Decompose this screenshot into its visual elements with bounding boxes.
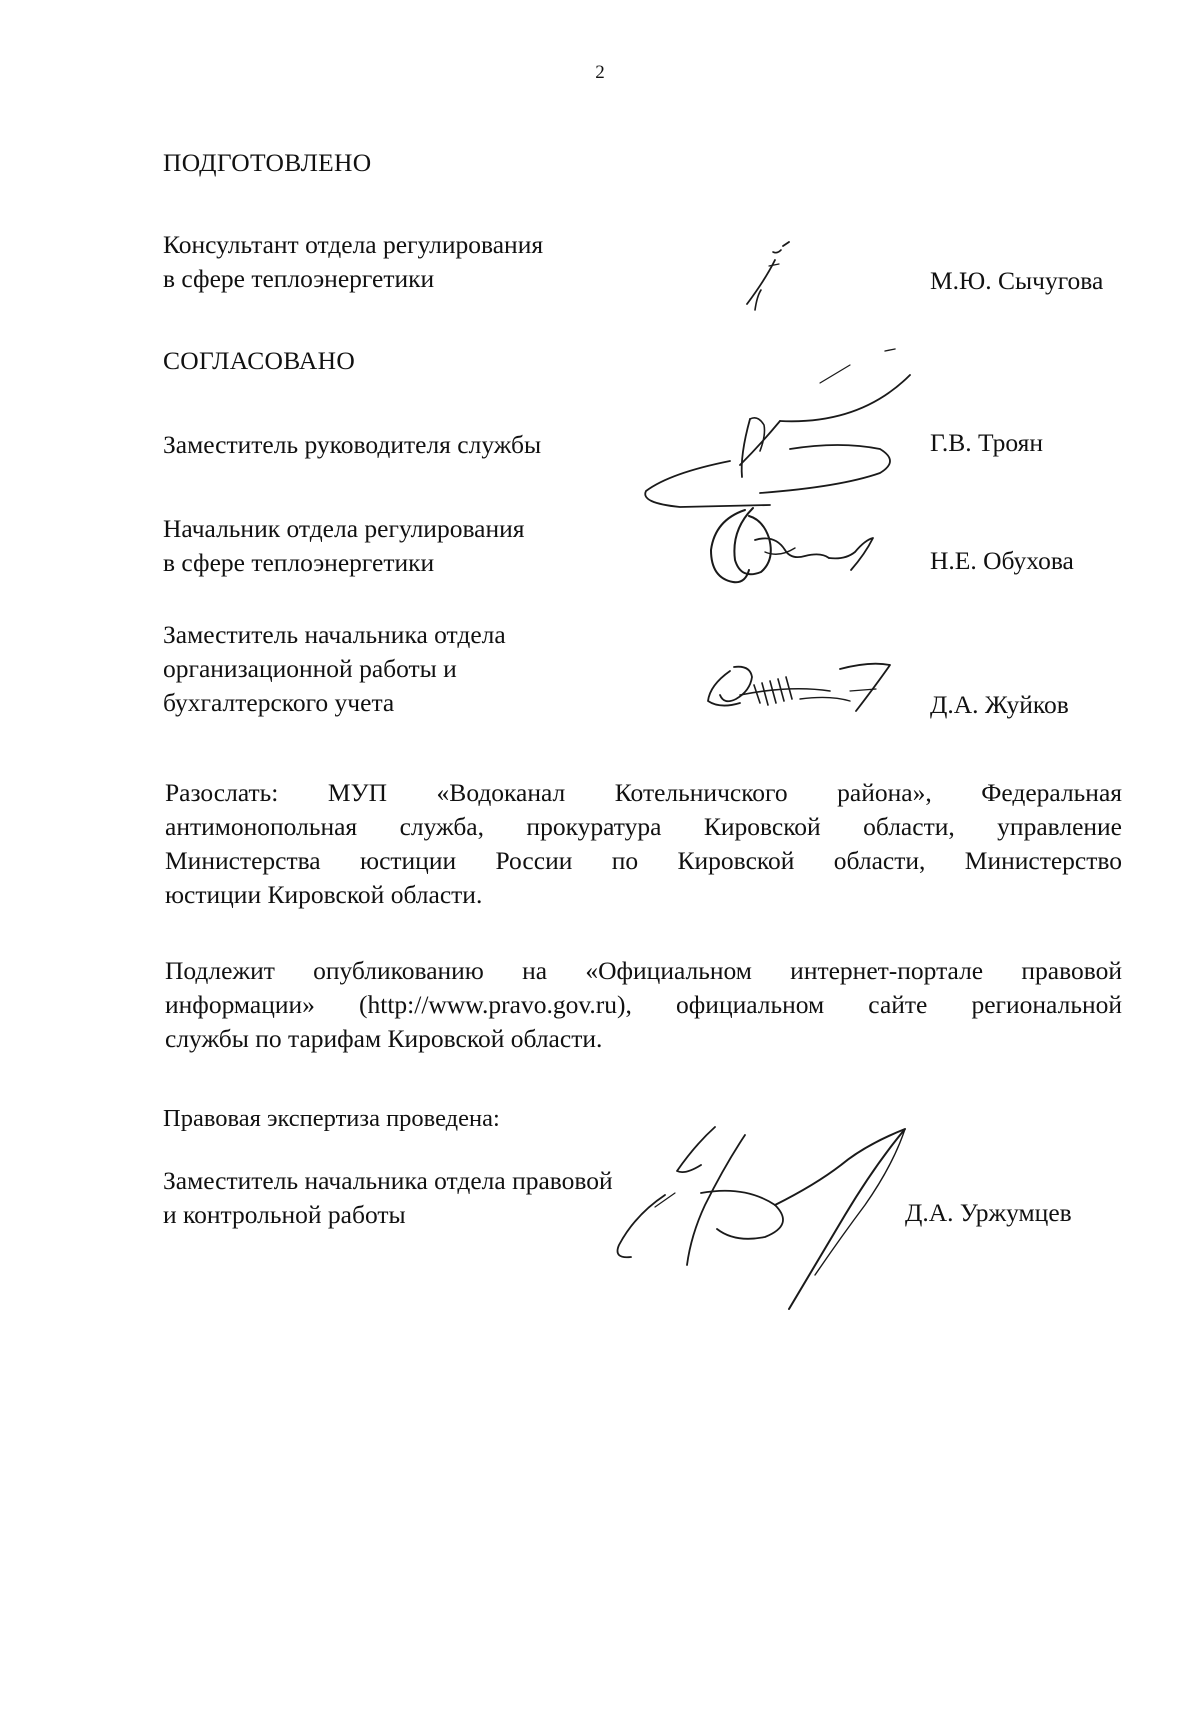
- publication-line: Подлежит опубликованию на «Официальном интернет-портале правовой: [165, 956, 1122, 985]
- signature-obukhova: [705, 500, 885, 590]
- agreed-heading: СОГЛАСОВАНО: [163, 346, 356, 375]
- signature-sychugova: [735, 240, 815, 320]
- legal-review-position: [163, 1164, 613, 1232]
- publication-paragraph: [165, 954, 1122, 1056]
- prepared-position-line: в сфере теплоэнергетики: [163, 264, 435, 293]
- signature-zhuykov: [700, 655, 900, 725]
- agreed-position-line: Начальник отдела регулирования: [163, 514, 525, 543]
- agreed-name-3: Д.А. Жуйков: [930, 690, 1069, 719]
- distribution-paragraph: [165, 776, 1122, 912]
- prepared-position-line: Консультант отдела регулирования: [163, 230, 544, 259]
- agreed-name-2: Н.Е. Обухова: [930, 546, 1074, 575]
- legal-review-name: Д.А. Уржумцев: [905, 1198, 1072, 1227]
- distribution-line: юстиции Кировской области.: [165, 880, 483, 909]
- signature-urzhumtsev: [605, 1125, 925, 1315]
- agreed-name-1: Г.В. Троян: [930, 428, 1043, 457]
- agreed-position-3: [163, 618, 506, 720]
- agreed-position-2: [163, 512, 525, 580]
- prepared-position: [163, 228, 543, 296]
- publication-line: информации» (http://www.pravo.gov.ru), официальном сайте региональной: [165, 990, 1122, 1019]
- distribution-line: Министерства юстиции России по Кировской области, Министерство: [165, 846, 1122, 875]
- agreed-position-line: в сфере теплоэнергетики: [163, 548, 435, 577]
- agreed-position-line: бухгалтерского учета: [163, 688, 395, 717]
- agreed-position-line: Заместитель руководителя службы: [163, 430, 542, 459]
- prepared-heading: ПОДГОТОВЛЕНО: [163, 148, 372, 177]
- page-number: 2: [595, 62, 605, 83]
- legal-review-heading: Правовая экспертиза проведена:: [163, 1105, 500, 1132]
- publication-line: службы по тарифам Кировской области.: [165, 1024, 603, 1053]
- prepared-name: М.Ю. Сычугова: [930, 266, 1104, 295]
- legal-review-position-line: Заместитель начальника отдела правовой: [163, 1166, 613, 1195]
- legal-review-position-line: и контрольной работы: [163, 1200, 406, 1229]
- distribution-line: антимонопольная служба, прокуратура Кировской области, управление: [165, 812, 1122, 841]
- agreed-position-line: организационной работы и: [163, 654, 457, 683]
- signature-troyan: [640, 345, 900, 515]
- agreed-position-line: Заместитель начальника отдела: [163, 620, 506, 649]
- distribution-line: Разослать: МУП «Водоканал Котельничского района», Федеральная: [165, 778, 1122, 807]
- agreed-position-1: [163, 428, 541, 462]
